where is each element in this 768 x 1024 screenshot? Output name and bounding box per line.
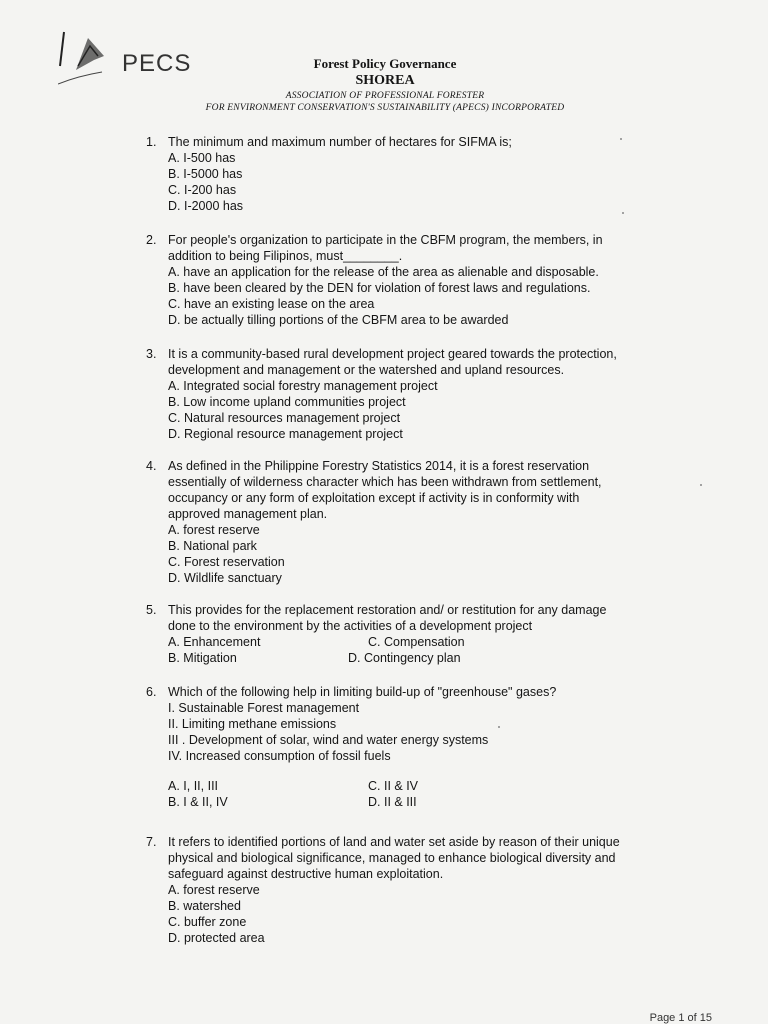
answer-option: A. I, II, III bbox=[168, 779, 219, 793]
scan-speck bbox=[498, 726, 500, 728]
question-number: 2. bbox=[146, 233, 157, 247]
answer-option: C. II & IV bbox=[368, 779, 419, 793]
answer-option: B. I-5000 has bbox=[168, 167, 243, 181]
answer-option: A. forest reserve bbox=[168, 523, 260, 537]
question-number: 4. bbox=[146, 459, 157, 473]
question-text: This provides for the replacement restoration and/ or restitution for any damage bbox=[168, 603, 607, 617]
logo-text: PECS bbox=[122, 50, 192, 77]
question-number: 5. bbox=[146, 603, 157, 617]
answer-option: A. Enhancement bbox=[168, 635, 261, 649]
answer-option: C. Forest reservation bbox=[168, 555, 285, 569]
answer-option: A. I-500 has bbox=[168, 151, 236, 165]
question-text: physical and biological significance, managed to enhance biological diversity and bbox=[168, 851, 616, 865]
answer-option: B. watershed bbox=[168, 899, 241, 913]
question-3 bbox=[146, 346, 646, 442]
statement-item: II. Limiting methane emissions bbox=[168, 717, 337, 731]
question-text: It is a community-based rural development project geared towards the protection, bbox=[168, 347, 617, 361]
answer-option: D. be actually tilling portions of the CBFM area to be awarded bbox=[168, 313, 509, 327]
document-title: Forest Policy Governance bbox=[313, 56, 457, 71]
question-text: essentially of wilderness character which has been withdrawn from settlement, bbox=[168, 475, 602, 489]
statement-item: IV. Increased consumption of fossil fuels bbox=[168, 749, 391, 763]
statement-item: I. Sustainable Forest management bbox=[168, 701, 360, 715]
question-5 bbox=[146, 602, 646, 666]
question-text: development and management or the watershed and upland resources. bbox=[168, 363, 565, 377]
question-text: For people's organization to participate in the CBFM program, the members, in bbox=[168, 233, 603, 247]
answer-option: C. I-200 has bbox=[168, 183, 237, 197]
answer-option: C. have an existing lease on the area bbox=[168, 297, 375, 311]
question-text: safeguard against destructive human exploitation. bbox=[168, 867, 444, 881]
question-number: 7. bbox=[146, 835, 157, 849]
answer-option: A. forest reserve bbox=[168, 883, 260, 897]
answer-option: C. Compensation bbox=[368, 635, 465, 649]
answer-option: B. Low income upland communities project bbox=[168, 395, 406, 409]
question-7 bbox=[146, 834, 646, 946]
answer-option: D. Wildlife sanctuary bbox=[168, 571, 282, 585]
statement-item: III . Development of solar, wind and water energy systems bbox=[168, 733, 489, 747]
document-subtitle: SHOREA bbox=[355, 73, 415, 88]
question-2 bbox=[146, 232, 646, 328]
question-text: approved management plan. bbox=[168, 507, 328, 521]
question-1 bbox=[146, 134, 646, 214]
answer-option: B. Mitigation bbox=[168, 651, 237, 665]
scan-speck bbox=[622, 212, 624, 214]
scan-speck bbox=[700, 484, 702, 486]
answer-option: A. Integrated social forestry management project bbox=[168, 379, 438, 393]
answer-option: B. I & II, IV bbox=[168, 795, 228, 809]
question-text: It refers to identified portions of land and water set aside by reason of their unique bbox=[168, 835, 620, 849]
answer-option: D. Regional resource management project bbox=[168, 427, 403, 441]
page-number: Page 1 of 15 bbox=[649, 1012, 712, 1024]
question-text: occupancy or any form of exploitation except if activity is in conformity with bbox=[168, 491, 580, 505]
question-text: addition to being Filipinos, must________. bbox=[168, 249, 403, 263]
answer-option: D. II & III bbox=[368, 795, 417, 809]
question-number: 3. bbox=[146, 347, 157, 361]
logo-mark-icon bbox=[58, 26, 122, 86]
answer-options bbox=[168, 634, 646, 666]
association-line-1: ASSOCIATION OF PROFESSIONAL FORESTER bbox=[285, 91, 485, 101]
question-6 bbox=[146, 684, 646, 810]
question-text: The minimum and maximum number of hectares for SIFMA is; bbox=[168, 135, 512, 149]
scan-speck bbox=[620, 138, 622, 140]
answer-option: A. have an application for the release of the area as alienable and disposable. bbox=[168, 265, 599, 279]
question-text: done to the environment by the activities of a development project bbox=[168, 619, 533, 633]
question-4 bbox=[146, 458, 646, 586]
question-number: 1. bbox=[146, 135, 157, 149]
question-text: As defined in the Philippine Forestry Statistics 2014, it is a forest reservation bbox=[168, 459, 590, 473]
answer-options bbox=[168, 778, 646, 810]
answer-option: D. protected area bbox=[168, 931, 265, 945]
answer-option: C. buffer zone bbox=[168, 915, 247, 929]
question-number: 6. bbox=[146, 685, 157, 699]
question-text: Which of the following help in limiting build-up of "greenhouse" gases? bbox=[168, 685, 557, 699]
answer-option: B. have been cleared by the DEN for violation of forest laws and regulations. bbox=[168, 281, 591, 295]
answer-option: D. Contingency plan bbox=[348, 651, 461, 665]
association-line-2: FOR ENVIRONMENT CONSERVATION'S SUSTAINABILITY (APECS) INCORPORATED bbox=[205, 103, 565, 113]
answer-option: B. National park bbox=[168, 539, 257, 553]
answer-option: D. I-2000 has bbox=[168, 199, 244, 213]
answer-option: C. Natural resources management project bbox=[168, 411, 401, 425]
document-header bbox=[150, 56, 620, 114]
